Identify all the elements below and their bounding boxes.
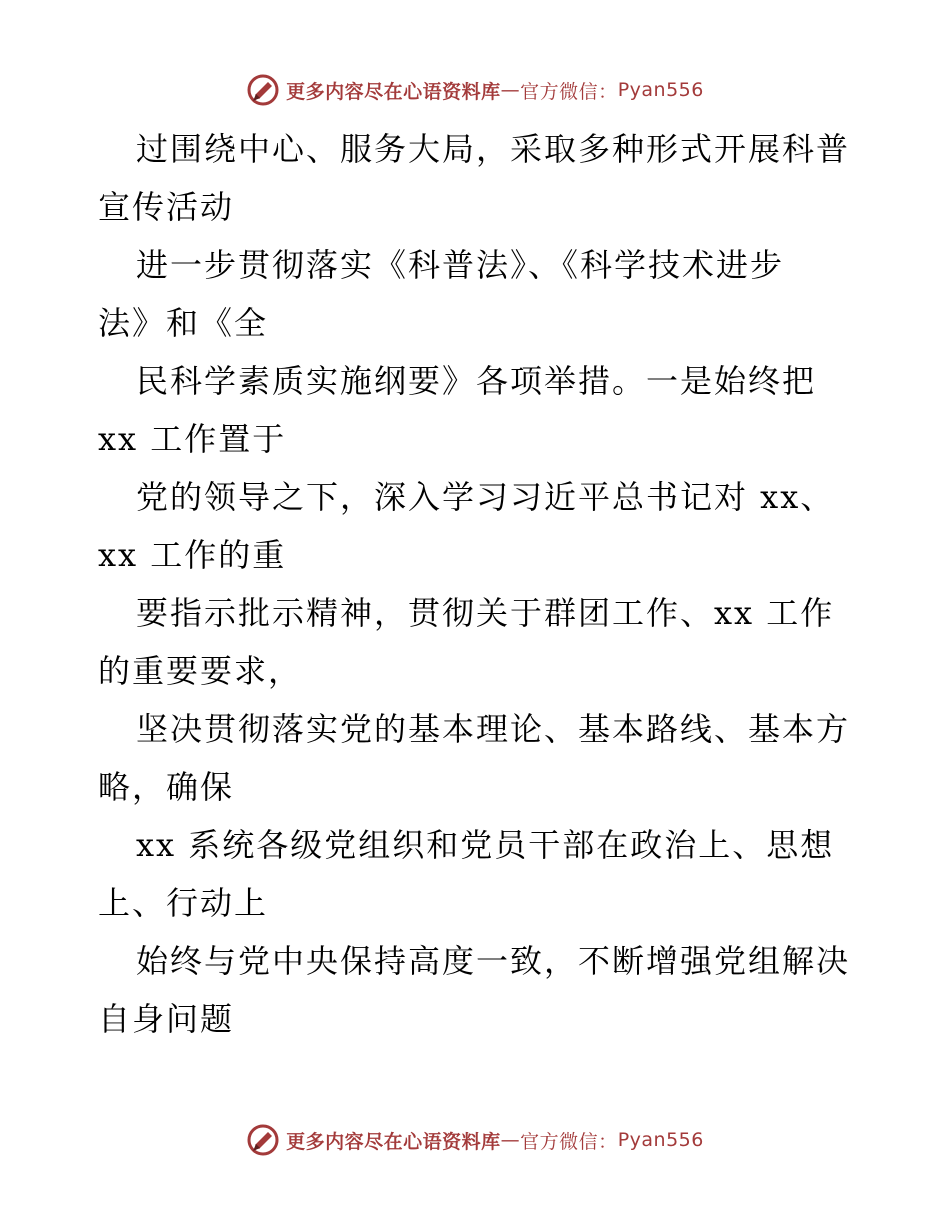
body-line: xx 系统各级党组织和党员干部在政治上、思想 (136, 826, 835, 864)
body-line: 过围绕中心、服务大局，采取多种形式开展科普 (136, 130, 851, 168)
banner-main-text: 更多内容尽在心语资料库 (286, 1130, 501, 1153)
brand-logo-icon (246, 73, 280, 107)
body-line: 进一步贯彻落实《科普法》、《科学技术进步 (136, 246, 785, 284)
body-line: 的重要要求， (98, 652, 303, 690)
body-line: xx 工作的重 (98, 536, 287, 574)
body-line: 要指示批示精神，贯彻关于群团工作、xx 工作 (136, 594, 835, 632)
body-line: xx 工作置于 (98, 420, 287, 458)
header-banner (0, 70, 950, 110)
body-line: 坚决贯彻落实党的基本理论、基本路线、基本方 (136, 710, 851, 748)
brand-logo-icon (246, 1123, 280, 1157)
body-line: 党的领导之下，深入学习习近平总书记对 xx、 (136, 478, 835, 516)
body-line: 宣传活动 (98, 188, 235, 226)
body-line: 自身问题 (98, 1000, 235, 1038)
body-line: 上、行动上 (98, 884, 269, 922)
footer-banner (0, 1120, 950, 1160)
body-line: 始终与党中央保持高度一致，不断增强党组解决 (136, 942, 851, 980)
banner-main-text: 更多内容尽在心语资料库 (286, 80, 501, 103)
body-line: 法》和《全 (98, 304, 269, 342)
banner-wechat-label: 官方微信： (520, 80, 618, 103)
banner-separator: — (500, 79, 521, 101)
body-line: 民科学素质实施纲要》各项举措。一是始终把 (136, 362, 817, 400)
document-body (98, 120, 858, 1048)
banner-wechat-label: 官方微信： (520, 1130, 618, 1153)
body-line: 略，确保 (98, 768, 235, 806)
banner-separator: — (500, 1129, 521, 1151)
banner-wechat-id: Pyan556 (617, 79, 704, 101)
banner-wechat-id: Pyan556 (617, 1129, 704, 1151)
